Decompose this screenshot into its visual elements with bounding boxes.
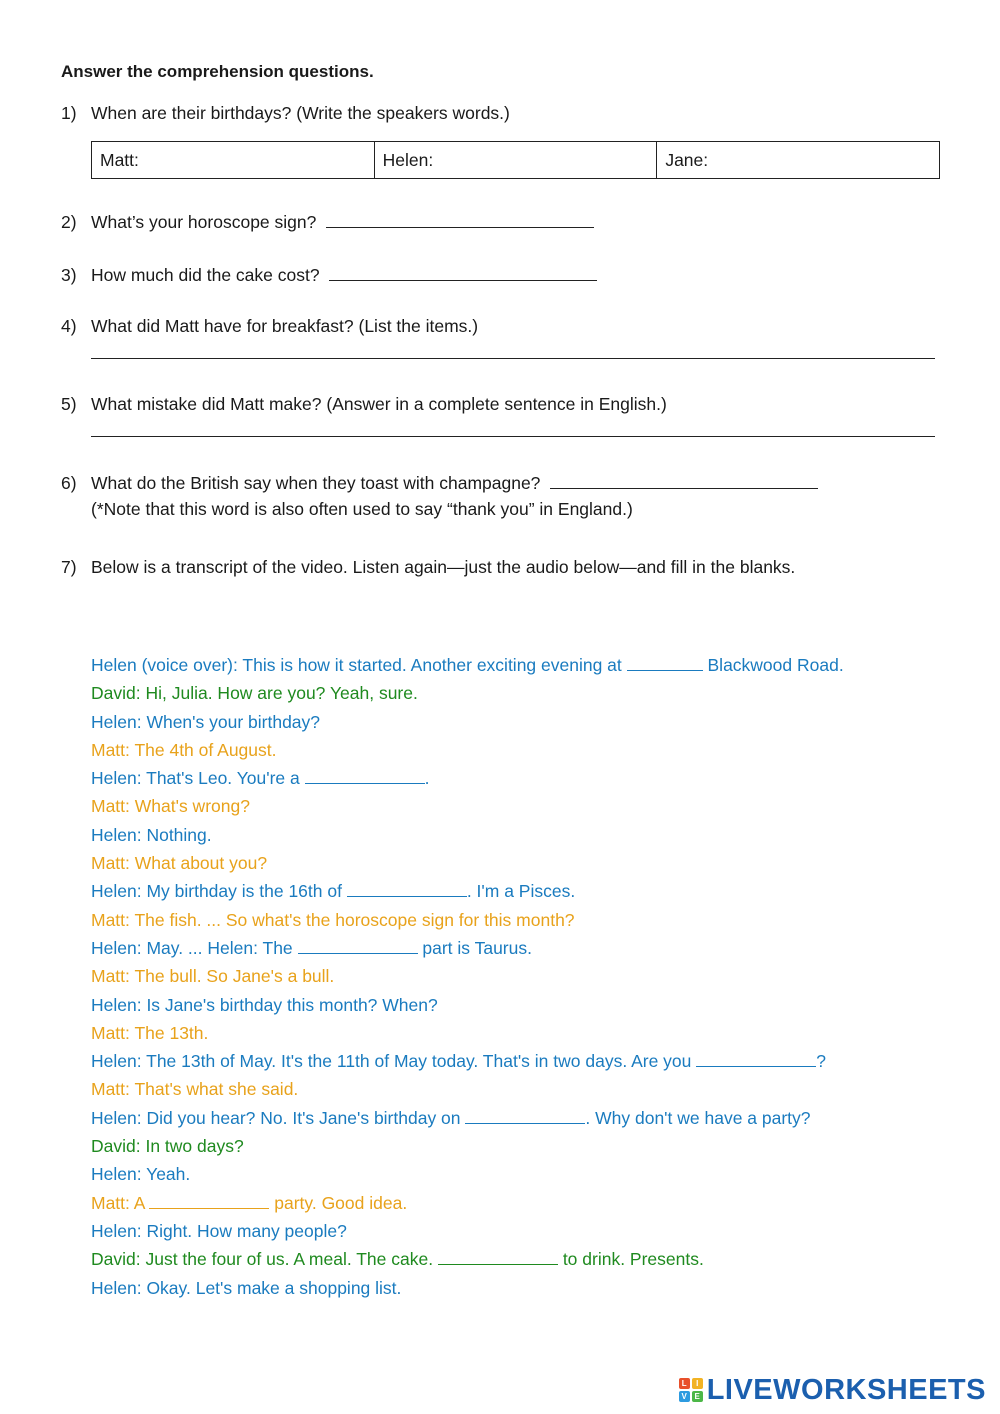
question-number: 7)	[61, 557, 77, 577]
question-number: 2)	[61, 212, 77, 232]
question-number: 6)	[61, 473, 77, 493]
logo-text: LIVEWORKSHEETS	[706, 1373, 986, 1406]
logo-letter: E	[692, 1391, 703, 1402]
question-text: What did Matt have for breakfast? (List the items.)	[91, 316, 479, 336]
question-2	[61, 209, 594, 233]
question-1	[61, 102, 510, 124]
question-3	[61, 262, 597, 286]
liveworksheets-logo-icon	[679, 1378, 703, 1402]
question-note: (*Note that this word is also often used to say “thank you” in England.)	[91, 499, 633, 519]
transcript-line: Helen: May. ... Helen: The part is Taurus.	[91, 935, 844, 963]
transcript-line: Matt: What's wrong?	[91, 796, 250, 817]
transcript-line: David: Just the four of us. A meal. The cake. to drink. Presents.	[91, 1246, 844, 1274]
question-text: What mistake did Matt make? (Answer in a complete sentence in English.)	[91, 394, 667, 414]
transcript-line: David: Hi, Julia. How are you? Yeah, sure.	[91, 683, 418, 704]
answer-line[interactable]	[91, 436, 935, 437]
answer-blank[interactable]	[329, 262, 597, 281]
question-text: How much did the cake cost?	[91, 265, 320, 285]
transcript-line: Helen: The 13th of May. It's the 11th of May today. That's in two days. Are you ?	[91, 1048, 844, 1076]
transcript-line: Matt: The bull. So Jane's a bull.	[91, 966, 335, 987]
transcript-line: Matt: The 4th of August.	[91, 739, 277, 760]
transcript-line: Helen: My birthday is the 16th of . I'm a Pisces.	[91, 878, 844, 906]
transcript-line: Helen: Yeah.	[91, 1164, 191, 1185]
answer-blank[interactable]	[326, 209, 594, 228]
transcript-line: Helen: That's Leo. You're a .	[91, 765, 844, 793]
birthday-cell-matt[interactable]: Matt:	[92, 142, 375, 179]
question-text: Below is a transcript of the video. Listen again—just the audio below—and fill in the blanks.	[91, 557, 796, 577]
transcript-line: Helen: Okay. Let's make a shopping list.	[91, 1277, 402, 1298]
fill-blank[interactable]	[298, 935, 418, 954]
transcript-line: Matt: The 13th.	[91, 1022, 209, 1043]
transcript-line: Matt: The fish. ... So what's the horoscope sign for this month?	[91, 909, 575, 930]
answer-line[interactable]	[91, 358, 935, 359]
transcript-line: David: In two days?	[91, 1136, 244, 1157]
transcript-line: Matt: That's what she said.	[91, 1079, 299, 1100]
birthday-table	[91, 141, 940, 179]
logo-letter: V	[679, 1391, 690, 1402]
question-6	[61, 470, 818, 494]
page-title: Answer the comprehension questions.	[61, 62, 374, 81]
transcript-line: Helen: Right. How many people?	[91, 1220, 347, 1241]
fill-blank[interactable]	[149, 1190, 269, 1209]
transcript-line: Helen (voice over): This is how it started. Another exciting evening at Blackwood Road.	[91, 652, 844, 680]
question-number: 4)	[61, 316, 77, 336]
transcript	[91, 652, 844, 1303]
fill-blank[interactable]	[696, 1048, 816, 1067]
question-7	[61, 556, 795, 578]
fill-blank[interactable]	[347, 878, 467, 897]
question-5	[61, 393, 667, 415]
question-4	[61, 315, 478, 337]
logo-letter: I	[692, 1378, 703, 1389]
question-text: When are their birthdays? (Write the speakers words.)	[91, 103, 510, 123]
question-text: What’s your horoscope sign?	[91, 212, 317, 232]
logo-letter: L	[679, 1378, 690, 1389]
fill-blank[interactable]	[465, 1105, 585, 1124]
transcript-line: Helen: Nothing.	[91, 824, 212, 845]
fill-blank[interactable]	[438, 1246, 558, 1265]
question-number: 5)	[61, 394, 77, 414]
question-number: 3)	[61, 265, 77, 285]
transcript-line: Helen: When's your birthday?	[91, 711, 321, 732]
fill-blank[interactable]	[305, 765, 425, 784]
transcript-line: Helen: Is Jane's birthday this month? When?	[91, 994, 438, 1015]
birthday-cell-jane[interactable]: Jane:	[657, 142, 940, 179]
question-text: What do the British say when they toast with champagne?	[91, 473, 541, 493]
transcript-line: Matt: What about you?	[91, 853, 268, 874]
answer-blank[interactable]	[550, 470, 818, 489]
question-number: 1)	[61, 103, 77, 123]
transcript-line: Helen: Did you hear? No. It's Jane's birthday on . Why don't we have a party?	[91, 1105, 844, 1133]
birthday-cell-helen[interactable]: Helen:	[374, 142, 657, 179]
fill-blank[interactable]	[627, 652, 703, 671]
liveworksheets-logo[interactable]	[679, 1372, 986, 1408]
transcript-line: Matt: A party. Good idea.	[91, 1190, 844, 1218]
